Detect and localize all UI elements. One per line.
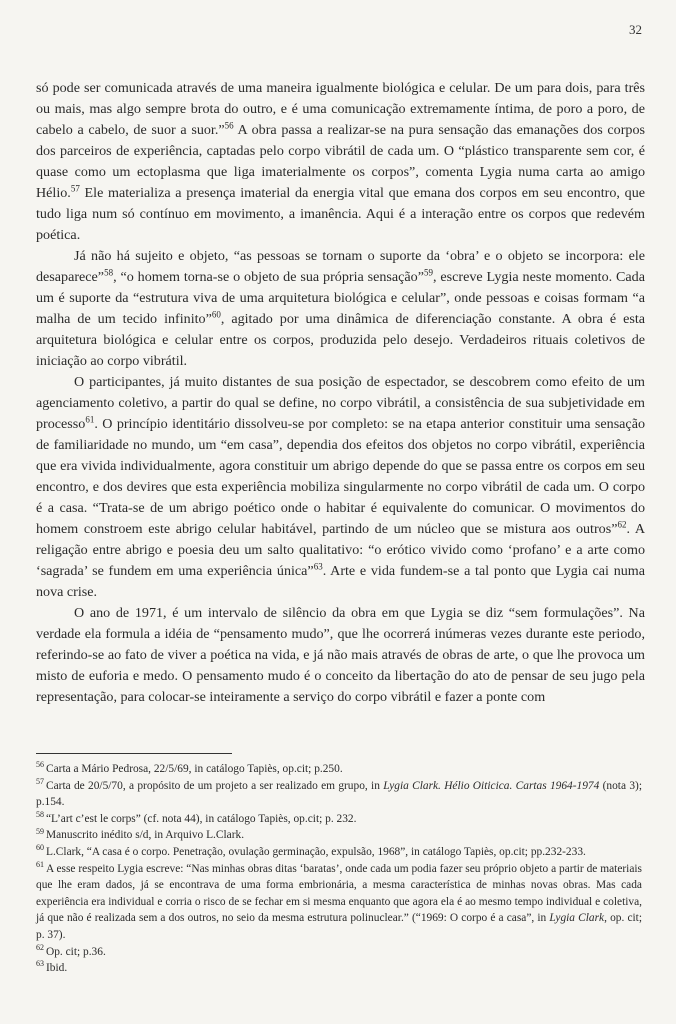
footnote-ref[interactable]: 58: [104, 267, 114, 278]
footnote-ref[interactable]: 62: [617, 519, 627, 530]
footnote-number: 59: [36, 826, 44, 836]
footnote-text: Lygia Clark: [549, 912, 605, 925]
text-run: O participantes, já muito distantes de sua posição de espectador, se descobrem como efeito de um agenciamento coletivo, a partir do qual se define, no corpo vibrátil, a consistência de sua subjetividade em processo: [36, 374, 645, 432]
text-run: , “o homem torna-se o objeto de sua própria sensação”: [113, 269, 424, 285]
footnote-63: [36, 960, 642, 977]
footnote-number: 60: [36, 843, 44, 853]
footnote-text: Lygia Clark. Hélio Oiticica. Cartas 1964-1974: [383, 779, 600, 792]
footnote-56: [36, 761, 642, 778]
text-run: só pode ser comunicada através de uma maneira igualmente biológica e celular. De um para dois, para três ou mais, mas algo sempre brota do outro, e é uma comunicação extremamente íntima, de poro a poro, de cabelo a cabelo, de suor a suor.”: [36, 80, 645, 138]
footnote-number: 58: [36, 809, 44, 819]
footnote-text: A esse respeito Lygia escreve: “Nas minhas obras ditas ‘baratas’, onde cada um podia fazer seu próprio objeto a partir de materiais que lhe eram dados, já se encontrava de uma forma embrionária, a mesma característica de minhas novas obras. Mas cada experiência era individual e corria o risco de se fechar em si mesma enquanto que agora ela é ao mesmo tempo individual e coletiva, já que não é realizada sem a dos outros, no seio da mesma estrutura polinuclear.” (“1969: O corpo é a casa”, in: [36, 862, 642, 925]
footnote-text: , op. cit; p. 37).: [36, 912, 643, 941]
text-run: Já não há sujeito e objeto, “as pessoas se tornam o suporte da ‘obra’ e o objeto se incorpora: ele desaparece”: [36, 248, 645, 285]
text-run: . A religação entre abrigo e poesia deu um salto qualitativo: “o erótico vivido como ‘profano’ e a arte como ‘sagrada’ se fundem em uma experiência única”: [36, 521, 646, 579]
footnote-text: Carta de 20/5/70, a propósito de um projeto a ser realizado em grupo, in: [46, 779, 384, 792]
footnote-text: Manuscrito inédito s/d, in Arquivo L.Clark.: [46, 829, 245, 842]
footnote-62: [36, 944, 642, 961]
footnote-text: “L’art c’est le corps” (cf. nota 44), in catálogo Tapiès, op.cit; p. 232.: [46, 812, 357, 825]
footnote-text: Op. cit; p.36.: [46, 945, 106, 958]
text-run: . O princípio identitário dissolveu-se por completo: se na etapa anterior constituir uma sensação de familiaridade no mundo, um “em casa”, dependia dos efeitos dos objetos no corpo vibrátil, experiência que era vivida individualmente, agora constituir um abrigo depende do que se passa entre os corpos em seu encontro, e dos devires que esta experiência mobiliza singularmente no corpo vibrátil de cada um. O corpo é a casa. “Trata-se de um abrigo poético onde o habitar é equivalente do comunicar. O movimentos do homem constroem este abrigo celular habitável, partindo de um núcleo que se mistura aos outros”: [36, 416, 645, 537]
footnote-ref[interactable]: 63: [313, 561, 323, 572]
text-run: , agitado por uma dinâmica de diferenciação constante. A obra é esta arquitetura biológica e celular entre os corpos, produzida pelo desejo. Verdadeiros rituais coletivos de iniciação ao corpo vibrátil.: [36, 311, 645, 369]
footnote-60: [36, 844, 642, 861]
footnote-number: 61: [36, 859, 44, 869]
footnote-number: 56: [36, 760, 44, 770]
page-number: 32: [629, 22, 642, 37]
footnote-ref[interactable]: 60: [211, 309, 221, 320]
body-text: [36, 78, 645, 708]
footnote-number: 62: [36, 942, 44, 952]
text-run: A obra passa a realizar-se na pura sensação das emanações dos corpos dos parceiros de experiência, captadas pelo corpo vibrátil de cada um. O “plástico transparente sem cor, é quase como um ectoplasma que liga imaterialmente os corpos”, comenta Lygia numa carta ao amigo Hélio.: [36, 122, 646, 201]
footnote-number: 63: [36, 959, 44, 969]
footnotes: [36, 761, 642, 977]
paragraph-3: [36, 372, 645, 603]
paragraph-4: [36, 603, 645, 708]
paragraph-2: [36, 246, 645, 372]
footnote-number: 57: [36, 776, 44, 786]
footnote-59: [36, 827, 642, 844]
text-run: O ano de 1971, é um intervalo de silêncio da obra em que Lygia se diz “sem formulações”. Na verdade ela formula a idéia de “pensamento mudo”, que lhe ocorrerá inúmeras vezes durante este periodo, referindo-se ao fato de viver a poética na vida, e já não mais através de obras de arte, o que lhe provoca um misto de euforia e medo. O pensamento mudo é o conceito da libertação do ato de pensar de seu jugo pela representação, para colocar-se inteiramente a serviço do corpo vibrátil e fazer a ponte com: [36, 605, 645, 705]
footnote-text: Ibid.: [46, 962, 68, 975]
text-run: . Arte e vida fundem-se a tal ponto que Lygia cai numa nova crise.: [36, 563, 646, 600]
footnote-ref[interactable]: 59: [423, 267, 433, 278]
footnote-separator: [36, 753, 232, 754]
footnote-58: [36, 811, 642, 828]
footnote-text: L.Clark, “A casa é o corpo. Penetração, ovulação germinação, expulsão, 1968”, in catálogo Tapiès, op.cit; pp.232-233.: [46, 845, 586, 858]
footnote-ref[interactable]: 57: [70, 183, 80, 194]
paragraph-1: [36, 78, 645, 246]
text-run: , escreve Lygia neste momento. Cada um é suporte da “estrutura viva de uma arquitetura biológica e celular”, onde pessoas e coisas formam “a malha de um tecido infinito”: [36, 269, 645, 327]
footnote-57: [36, 778, 642, 811]
text-run: Ele materializa a presença imaterial da energia vital que emana dos corpos em seu encontro, que tudo liga num só contínuo em movimento, a imanência. Aqui é a interação entre os corpos que redevém poética.: [36, 185, 645, 243]
footnote-ref[interactable]: 56: [224, 120, 234, 131]
footnote-61: [36, 861, 642, 944]
footnote-text: (nota 3); p.154.: [36, 779, 642, 809]
footnote-text: Carta a Mário Pedrosa, 22/5/69, in catálogo Tapiès, op.cit; p.250.: [46, 763, 343, 775]
footnote-ref[interactable]: 61: [85, 414, 95, 425]
